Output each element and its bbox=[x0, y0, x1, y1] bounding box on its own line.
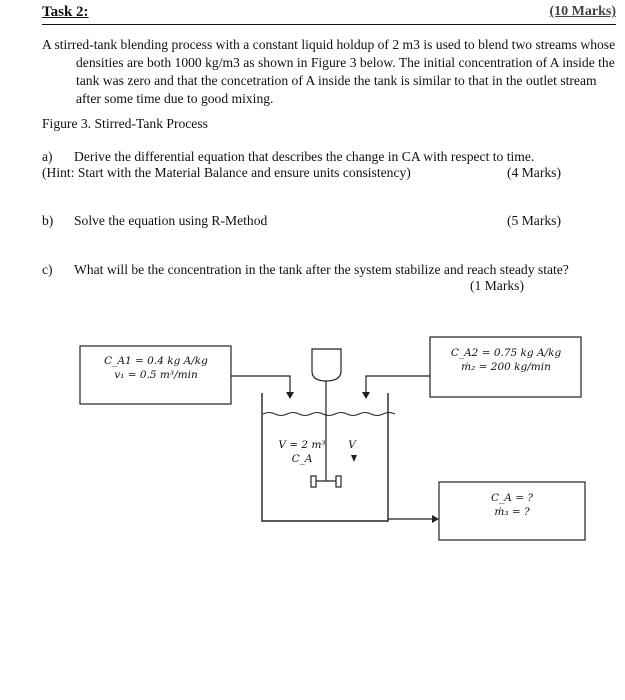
task-total-marks: (10 Marks) bbox=[549, 4, 616, 19]
inlet1-label bbox=[86, 354, 226, 382]
tank-v-label: V bbox=[348, 439, 356, 451]
problem-paragraph: A stirred-tank blending process with a constant liquid holdup of 2 m3 is used to blend two streams whose densities are both 1000 kg/m3 as shown in Figure 3 below. The initial concentration of A inside the tank was zero and that the concetration of A inside the tank is similar to that in the outlet stream after some time due to good mixing. bbox=[42, 37, 616, 106]
inlet2-flow: ṁ₂ = 200 kg/min bbox=[461, 361, 551, 373]
question-c-marks: (1 Marks) bbox=[470, 278, 524, 293]
tank-volume: V = 2 m³ bbox=[278, 439, 326, 451]
question-b-text: Solve the equation using R-Method bbox=[74, 213, 268, 228]
task-title: Task 2: bbox=[42, 4, 89, 20]
question-c-label: c) bbox=[42, 262, 53, 277]
impeller-blade-right bbox=[336, 476, 341, 487]
tank-label bbox=[270, 438, 334, 466]
inlet2-concentration: C_A2 = 0.75 kg A/kg bbox=[450, 347, 562, 359]
outlet-label bbox=[445, 491, 579, 519]
inlet2-pipe bbox=[366, 376, 430, 392]
outlet-concentration: C_A = ? bbox=[491, 492, 533, 504]
question-a-marks: (4 Marks) bbox=[507, 165, 561, 180]
question-a-hint: (Hint: Start with the Material Balance and ensure units consistency) bbox=[42, 165, 411, 180]
inlet2-label bbox=[436, 346, 576, 374]
valve-marker bbox=[351, 455, 357, 462]
question-a-text: Derive the differential equation that describes the change in CA with respect to time. bbox=[74, 149, 535, 164]
liquid-level bbox=[263, 413, 395, 416]
inlet1-pipe bbox=[231, 376, 290, 392]
inlet1-arrowhead bbox=[286, 392, 294, 399]
impeller-blade-left bbox=[311, 476, 316, 487]
outlet-flow: ṁ₃ = ? bbox=[494, 506, 530, 518]
inlet2-arrowhead bbox=[362, 392, 370, 399]
outlet-arrowhead bbox=[432, 515, 439, 523]
figure-caption: Figure 3. Stirred-Tank Process bbox=[42, 116, 208, 131]
question-c-text: What will be the concentration in the tank after the system stabilize and reach steady state? bbox=[74, 262, 569, 277]
question-b-label: b) bbox=[42, 213, 54, 228]
inlet1-concentration: C_A1 = 0.4 kg A/kg bbox=[104, 355, 208, 367]
question-a-label: a) bbox=[42, 149, 53, 164]
inlet1-flow: v₁ = 0.5 m³/min bbox=[114, 369, 198, 381]
tank-concentration: C_A bbox=[291, 453, 313, 465]
mixer-motor bbox=[312, 349, 341, 381]
question-b-marks: (5 Marks) bbox=[507, 213, 561, 228]
